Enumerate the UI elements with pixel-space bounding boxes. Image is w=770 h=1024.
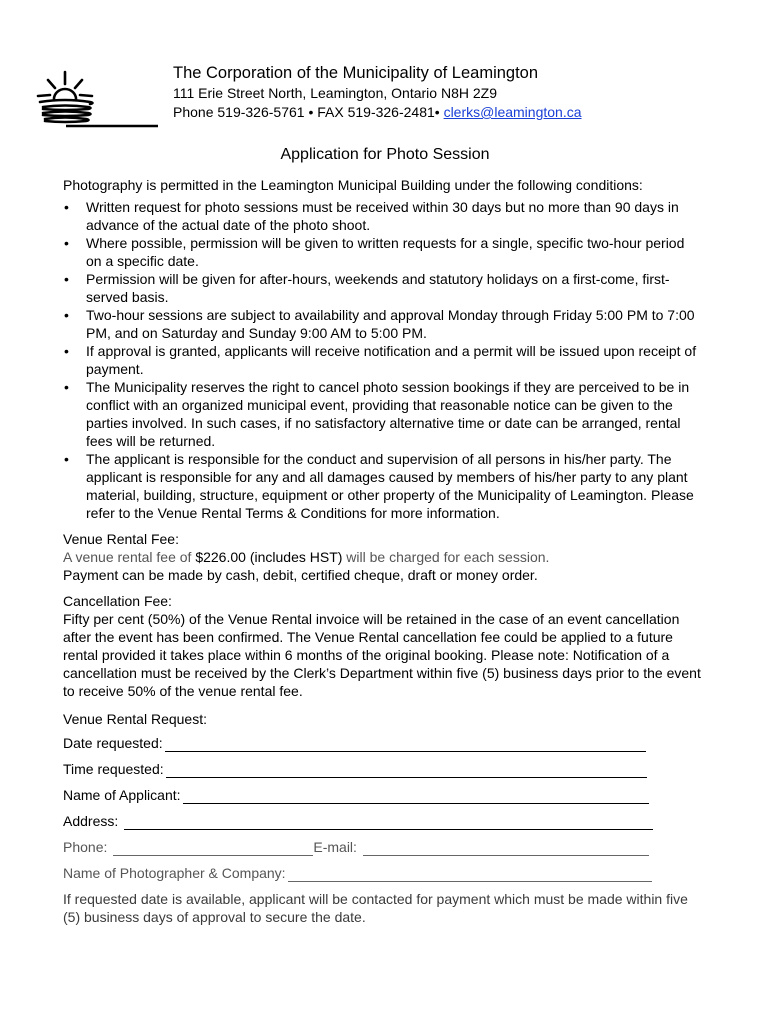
list-item: • Where possible, permission will be given to written requests for a single, specific two-hour period on a specific date.	[63, 234, 703, 270]
phone-label: Phone:	[63, 839, 108, 855]
contact-line	[173, 103, 582, 122]
phone-email-field[interactable]	[63, 830, 703, 856]
request-heading: Venue Rental Request:	[63, 711, 207, 727]
photographer-label: Name of Photographer & Company:	[63, 865, 286, 881]
phone-input[interactable]	[113, 840, 313, 856]
payment-methods: Payment can be made by cash, debit, certified cheque, draft or money order.	[63, 567, 538, 583]
applicant-name-input[interactable]	[183, 788, 649, 804]
list-item: • Written request for photo sessions must be received within 30 days but no more than 90 days in advance of the actual date of the photo shoot.	[63, 198, 703, 234]
time-requested-label: Time requested:	[63, 761, 164, 777]
venue-fee-heading: Venue Rental Fee:	[63, 531, 179, 547]
address-input[interactable]	[124, 814, 653, 830]
wave-line	[45, 118, 89, 123]
conditions-list	[63, 198, 703, 522]
document-body	[63, 176, 703, 926]
venue-fee-prefix: A venue rental fee of	[63, 549, 196, 565]
sun-ray	[38, 95, 50, 96]
list-item	[63, 450, 703, 522]
applicant-name-field[interactable]	[63, 778, 703, 804]
intro-text: Photography is permitted in the Leamington Municipal Building under the following conditions:	[63, 177, 643, 193]
list-item-suffix: for more information.	[366, 505, 500, 521]
organization-name: The Corporation of the Municipality of Leamington	[173, 64, 539, 82]
time-requested-field[interactable]	[63, 752, 703, 778]
time-requested-input[interactable]	[166, 762, 647, 778]
photographer-input[interactable]	[288, 866, 652, 882]
email-link[interactable]: clerks@leamington.ca	[443, 104, 582, 120]
wave-line	[40, 100, 93, 104]
photographer-field[interactable]	[63, 856, 703, 882]
municipality-logo	[36, 70, 160, 128]
cancellation-heading: Cancellation Fee:	[63, 593, 172, 609]
address-label: Address:	[63, 813, 119, 829]
date-requested-input[interactable]	[165, 736, 646, 752]
list-item: • Permission will be given for after-hours, weekends and statutory holidays on a first-come, first-served basis.	[63, 270, 703, 306]
date-requested-label: Date requested:	[63, 735, 163, 751]
list-item: • The Municipality reserves the right to cancel photo session bookings if they are perceived to be in conflict with an organized municipal event, providing that reasonable notice can be given to the parties involved. In such cases, if no satisfactory alternative time or date can be arranged, rental fees will be returned.	[63, 378, 703, 450]
cancellation-text: Fifty per cent (50%) of the Venue Rental invoice will be retained in the case of an event cancellation after the event has been confirmed. The Venue Rental cancellation fee could be applied to a future rental provided it takes place within 6 months of the original booking. Please note: Notification of a cancellation must be received by the Clerk’s Department within five (5) business days prior to the event to receive 50% of the venue rental fee.	[63, 611, 701, 699]
organization-address: 111 Erie Street North, Leamington, Ontario N8H 2Z9	[173, 85, 497, 101]
phone-fax: Phone 519-326-5761 • FAX 519-326-2481•	[173, 104, 444, 120]
wave-line	[43, 106, 91, 111]
sun-arc	[54, 89, 76, 99]
email-input[interactable]	[363, 840, 649, 856]
sun-ray	[48, 80, 55, 88]
date-requested-field[interactable]	[63, 728, 703, 752]
applicant-name-label: Name of Applicant:	[63, 787, 181, 803]
venue-fee-amount: $226.00 (includes HST)	[195, 549, 343, 565]
list-item: • If approval is granted, applicants will receive notification and a permit will be issued upon receipt of payment.	[63, 342, 703, 378]
sun-ray	[80, 95, 92, 96]
venue-fee-line	[63, 548, 703, 566]
venue-fee-suffix: will be charged for each session.	[342, 549, 550, 565]
list-item-text: The applicant is responsible for the conduct and supervision of all persons in his/her party. The applicant is responsible for any and all damages caused by members of his/her party to any plant material, building, structure, equipment or other property of the Municipality of Leamington. Please refer to the	[86, 451, 694, 521]
email-label: E-mail:	[313, 839, 357, 855]
payment-notice: If requested date is available, applicant will be contacted for payment which must be made within five (5) business days of approval to secure the date.	[63, 891, 688, 925]
terms-link[interactable]: Venue Rental Terms & Conditions	[157, 505, 367, 521]
wave-line	[43, 112, 91, 117]
letterhead	[173, 62, 582, 122]
sun-ray	[75, 80, 82, 88]
page-title: Application for Photo Session	[280, 146, 490, 163]
list-item: • Two-hour sessions are subject to availability and approval Monday through Friday 5:00 PM to 7:00 PM, and on Saturday and Sunday 9:00 AM to 5:00 PM.	[63, 306, 703, 342]
address-field[interactable]	[63, 804, 703, 830]
